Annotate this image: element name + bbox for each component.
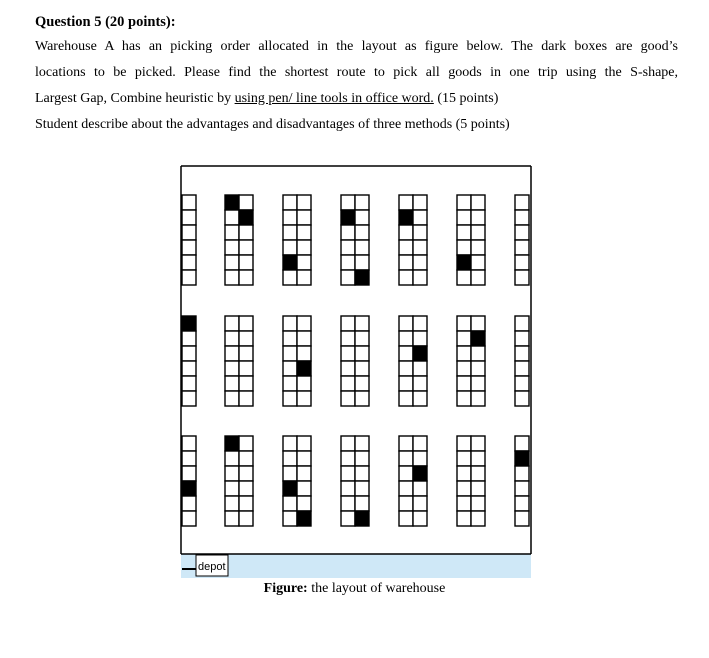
storage-cell: [297, 255, 311, 270]
pick-location-cell: [182, 316, 196, 331]
storage-cell: [182, 376, 196, 391]
storage-cell: [239, 270, 253, 285]
storage-cell: [515, 511, 529, 526]
storage-cell: [182, 466, 196, 481]
storage-cell: [182, 331, 196, 346]
storage-cell: [283, 391, 297, 406]
storage-cell: [283, 331, 297, 346]
storage-cell: [515, 466, 529, 481]
storage-cell: [341, 391, 355, 406]
storage-cell: [225, 376, 239, 391]
storage-cell: [355, 451, 369, 466]
storage-cell: [283, 346, 297, 361]
storage-cell: [457, 496, 471, 511]
depot-label: depot: [198, 561, 226, 573]
storage-cell: [283, 270, 297, 285]
question-text-line-1: Warehouse A has an picking order allocated in the layout as figure below. The dark boxes are good’s: [35, 39, 678, 54]
storage-cell: [471, 511, 485, 526]
storage-cell: [399, 376, 413, 391]
question-text-line-4: Student describe about the advantages and disadvantages of three methods (5 points): [35, 117, 510, 132]
question-text-line-2: locations to be picked. Please find the shortest route to pick all goods in one trip using the S-shape,: [35, 65, 678, 80]
storage-cell: [239, 481, 253, 496]
storage-cell: [225, 346, 239, 361]
storage-cell: [515, 331, 529, 346]
storage-cell: [225, 451, 239, 466]
storage-cell: [297, 376, 311, 391]
storage-cell: [225, 331, 239, 346]
storage-cell: [471, 240, 485, 255]
storage-cell: [182, 255, 196, 270]
storage-cell: [239, 316, 253, 331]
storage-cell: [399, 451, 413, 466]
storage-cell: [399, 466, 413, 481]
storage-cell: [355, 195, 369, 210]
pick-location-cell: [457, 255, 471, 270]
storage-cell: [399, 346, 413, 361]
storage-cell: [182, 195, 196, 210]
storage-cell: [297, 346, 311, 361]
storage-cell: [297, 331, 311, 346]
storage-cell: [515, 361, 529, 376]
storage-cell: [457, 391, 471, 406]
storage-cell: [515, 391, 529, 406]
pick-location-cell: [225, 195, 239, 210]
storage-cell: [355, 361, 369, 376]
storage-cell: [457, 316, 471, 331]
storage-cell: [413, 240, 427, 255]
storage-cell: [283, 436, 297, 451]
storage-cell: [457, 361, 471, 376]
storage-cell: [471, 481, 485, 496]
storage-cell: [355, 240, 369, 255]
storage-cell: [297, 496, 311, 511]
storage-cell: [297, 451, 311, 466]
storage-cell: [413, 255, 427, 270]
storage-cell: [355, 466, 369, 481]
storage-cell: [515, 195, 529, 210]
storage-cell: [355, 331, 369, 346]
storage-cell: [297, 436, 311, 451]
storage-cell: [341, 240, 355, 255]
storage-cell: [457, 240, 471, 255]
storage-cell: [341, 225, 355, 240]
storage-cell: [225, 270, 239, 285]
storage-cell: [515, 496, 529, 511]
storage-cell: [297, 481, 311, 496]
storage-cell: [239, 511, 253, 526]
storage-cell: [399, 481, 413, 496]
figure-caption-text: the layout of warehouse: [307, 581, 446, 596]
question-text-line-3-start: Largest Gap, Combine heuristic by: [35, 91, 235, 106]
pick-location-cell: [355, 511, 369, 526]
pick-location-cell: [413, 346, 427, 361]
storage-cell: [225, 316, 239, 331]
storage-cell: [297, 195, 311, 210]
storage-cell: [457, 346, 471, 361]
storage-cell: [515, 376, 529, 391]
storage-cell: [457, 195, 471, 210]
storage-cell: [515, 346, 529, 361]
storage-cell: [471, 496, 485, 511]
storage-cell: [399, 316, 413, 331]
storage-cell: [413, 376, 427, 391]
storage-cell: [457, 225, 471, 240]
storage-cell: [341, 255, 355, 270]
storage-cell: [471, 225, 485, 240]
storage-cell: [413, 481, 427, 496]
word-tools-instruction: using pen/ line tools in office word.: [234, 91, 434, 106]
pick-location-cell: [283, 481, 297, 496]
storage-cell: [515, 481, 529, 496]
pick-location-cell: [297, 511, 311, 526]
storage-cell: [413, 210, 427, 225]
storage-cell: [457, 436, 471, 451]
storage-cell: [413, 361, 427, 376]
storage-cell: [225, 466, 239, 481]
storage-cell: [515, 316, 529, 331]
storage-cell: [355, 225, 369, 240]
storage-cell: [471, 255, 485, 270]
storage-cell: [341, 511, 355, 526]
pick-location-cell: [239, 210, 253, 225]
storage-cell: [341, 436, 355, 451]
storage-cell: [239, 376, 253, 391]
storage-cell: [341, 346, 355, 361]
storage-cell: [515, 240, 529, 255]
storage-cell: [182, 346, 196, 361]
storage-cell: [471, 270, 485, 285]
storage-cell: [225, 225, 239, 240]
storage-cell: [297, 210, 311, 225]
storage-cell: [283, 376, 297, 391]
storage-cell: [239, 391, 253, 406]
storage-cell: [239, 225, 253, 240]
storage-cell: [355, 496, 369, 511]
storage-cell: [413, 496, 427, 511]
storage-cell: [239, 496, 253, 511]
storage-cell: [341, 195, 355, 210]
storage-cell: [182, 511, 196, 526]
figure-caption: [0, 581, 709, 597]
storage-cell: [399, 270, 413, 285]
storage-cell: [355, 376, 369, 391]
storage-cell: [515, 225, 529, 240]
storage-cell: [399, 195, 413, 210]
storage-cell: [457, 451, 471, 466]
storage-cell: [399, 255, 413, 270]
storage-cell: [341, 376, 355, 391]
storage-cell: [399, 240, 413, 255]
storage-cell: [297, 316, 311, 331]
storage-cell: [515, 436, 529, 451]
storage-cell: [297, 240, 311, 255]
storage-cell: [182, 270, 196, 285]
storage-cell: [225, 481, 239, 496]
storage-cell: [471, 391, 485, 406]
storage-cell: [182, 361, 196, 376]
storage-cell: [413, 436, 427, 451]
storage-cell: [471, 346, 485, 361]
storage-cell: [283, 210, 297, 225]
storage-cell: [239, 466, 253, 481]
storage-cell: [225, 210, 239, 225]
storage-cell: [182, 496, 196, 511]
storage-cell: [457, 376, 471, 391]
storage-cell: [182, 436, 196, 451]
storage-cell: [182, 451, 196, 466]
pick-location-cell: [297, 361, 311, 376]
storage-cell: [283, 451, 297, 466]
storage-cell: [225, 511, 239, 526]
pick-location-cell: [399, 210, 413, 225]
storage-cell: [225, 255, 239, 270]
storage-cell: [341, 466, 355, 481]
storage-cell: [283, 511, 297, 526]
storage-cell: [239, 240, 253, 255]
storage-cell: [355, 346, 369, 361]
storage-cell: [399, 496, 413, 511]
storage-cell: [341, 331, 355, 346]
storage-cell: [399, 225, 413, 240]
storage-cell: [182, 240, 196, 255]
storage-cell: [515, 270, 529, 285]
storage-cell: [341, 451, 355, 466]
storage-cell: [471, 451, 485, 466]
storage-cell: [182, 391, 196, 406]
storage-cell: [239, 436, 253, 451]
pick-location-cell: [471, 331, 485, 346]
figure-caption-label: Figure:: [263, 581, 308, 596]
storage-cell: [225, 240, 239, 255]
storage-cell: [225, 391, 239, 406]
storage-cell: [239, 331, 253, 346]
storage-cell: [399, 331, 413, 346]
storage-cell: [355, 391, 369, 406]
storage-cell: [515, 255, 529, 270]
storage-cell: [283, 466, 297, 481]
storage-cell: [341, 270, 355, 285]
storage-cell: [225, 361, 239, 376]
storage-cell: [355, 210, 369, 225]
storage-cell: [471, 466, 485, 481]
rack-grid: [182, 195, 529, 526]
storage-cell: [297, 270, 311, 285]
storage-cell: [413, 270, 427, 285]
storage-cell: [239, 255, 253, 270]
pick-location-cell: [341, 210, 355, 225]
storage-cell: [515, 210, 529, 225]
storage-cell: [355, 255, 369, 270]
storage-cell: [283, 361, 297, 376]
storage-cell: [399, 391, 413, 406]
storage-cell: [399, 436, 413, 451]
storage-cell: [283, 316, 297, 331]
question-points: (15 points): [433, 91, 499, 106]
storage-cell: [471, 210, 485, 225]
storage-cell: [239, 346, 253, 361]
pick-location-cell: [283, 255, 297, 270]
storage-cell: [341, 481, 355, 496]
storage-cell: [355, 481, 369, 496]
storage-cell: [413, 331, 427, 346]
storage-cell: [413, 511, 427, 526]
storage-cell: [355, 316, 369, 331]
storage-cell: [283, 496, 297, 511]
storage-cell: [471, 361, 485, 376]
pick-location-cell: [355, 270, 369, 285]
storage-cell: [399, 511, 413, 526]
storage-cell: [457, 270, 471, 285]
storage-cell: [413, 195, 427, 210]
storage-cell: [471, 436, 485, 451]
storage-cell: [297, 391, 311, 406]
storage-cell: [413, 316, 427, 331]
pick-location-cell: [225, 436, 239, 451]
storage-cell: [182, 225, 196, 240]
storage-cell: [413, 451, 427, 466]
storage-cell: [182, 210, 196, 225]
storage-cell: [239, 195, 253, 210]
storage-cell: [413, 391, 427, 406]
storage-cell: [471, 195, 485, 210]
storage-cell: [283, 240, 297, 255]
storage-cell: [457, 481, 471, 496]
pick-location-cell: [182, 481, 196, 496]
storage-cell: [341, 316, 355, 331]
storage-cell: [413, 225, 427, 240]
storage-cell: [457, 511, 471, 526]
depot-bar: [181, 554, 531, 578]
storage-cell: [283, 195, 297, 210]
storage-cell: [225, 496, 239, 511]
storage-cell: [297, 225, 311, 240]
storage-cell: [239, 451, 253, 466]
storage-cell: [399, 361, 413, 376]
storage-cell: [457, 331, 471, 346]
storage-cell: [471, 376, 485, 391]
pick-location-cell: [413, 466, 427, 481]
storage-cell: [283, 225, 297, 240]
storage-cell: [457, 466, 471, 481]
question-title: Question 5 (20 points):: [35, 14, 176, 30]
storage-cell: [457, 210, 471, 225]
storage-cell: [297, 466, 311, 481]
storage-cell: [239, 361, 253, 376]
storage-cell: [471, 316, 485, 331]
storage-cell: [355, 436, 369, 451]
storage-cell: [341, 496, 355, 511]
storage-cell: [341, 361, 355, 376]
pick-location-cell: [515, 451, 529, 466]
